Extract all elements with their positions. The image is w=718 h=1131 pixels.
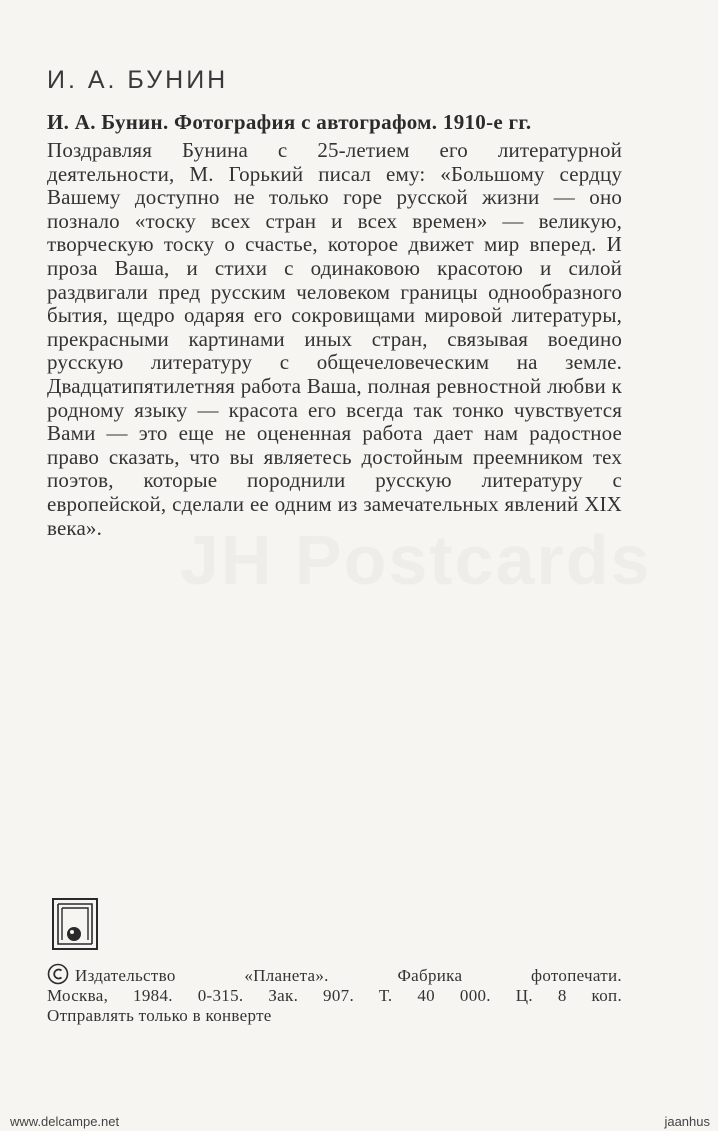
body-paragraph: Поздравляя Бунина с 25-летием его литературной деятельности, М. Горький писал ему: «Большому сердцу Вашему доступно не только горе русской жизни — оно познало «тоску всех стран и всех времен» — великую, творческую тоску о счастье, которое движет мир вперед. И проза Ваша, и стихи с одинаковою красотою и силой раздвигали пред русским человеком границы однообразного бытия, щедро одаряя его сокровищами мировой литературы, прекрасными картинами иных стран, связывая воедино русскую литературу с общечеловеческим на земле. Двадцатипятилетняя работа Ваша, полная ревностной любви к родному языку — красота его всегда так тонко чувствуется Вами — это еще не оцененная работа дает нам радостное право сказать, что вы являетесь достойным преемником тех поэтов, которые породнили русскую литературу с европейской, сделали ее одним из замечательных явлений XIX века». <box>47 138 622 540</box>
publisher-info <box>47 963 622 1026</box>
seller-label: jaanhus <box>664 1114 710 1129</box>
mailing-note: Отправлять только в конверте <box>47 1006 272 1025</box>
publisher-text: Издательство «Планета». Фабрика фотопечати. <box>75 966 622 985</box>
planeta-logo-icon <box>52 898 98 950</box>
page-title: И. А. БУНИН <box>47 66 229 94</box>
copyright-icon <box>47 963 69 985</box>
print-details-line: Москва, 1984. 0-315. Зак. 907. Т. 40 000. Ц. 8 коп. <box>47 986 622 1005</box>
watermark: JH Postcards <box>180 521 652 599</box>
photo-caption: И. А. Бунин. Фотография с автографом. 1910-е гг. <box>47 110 532 134</box>
source-site-label: www.delcampe.net <box>10 1114 120 1129</box>
publisher-line <box>47 963 622 986</box>
